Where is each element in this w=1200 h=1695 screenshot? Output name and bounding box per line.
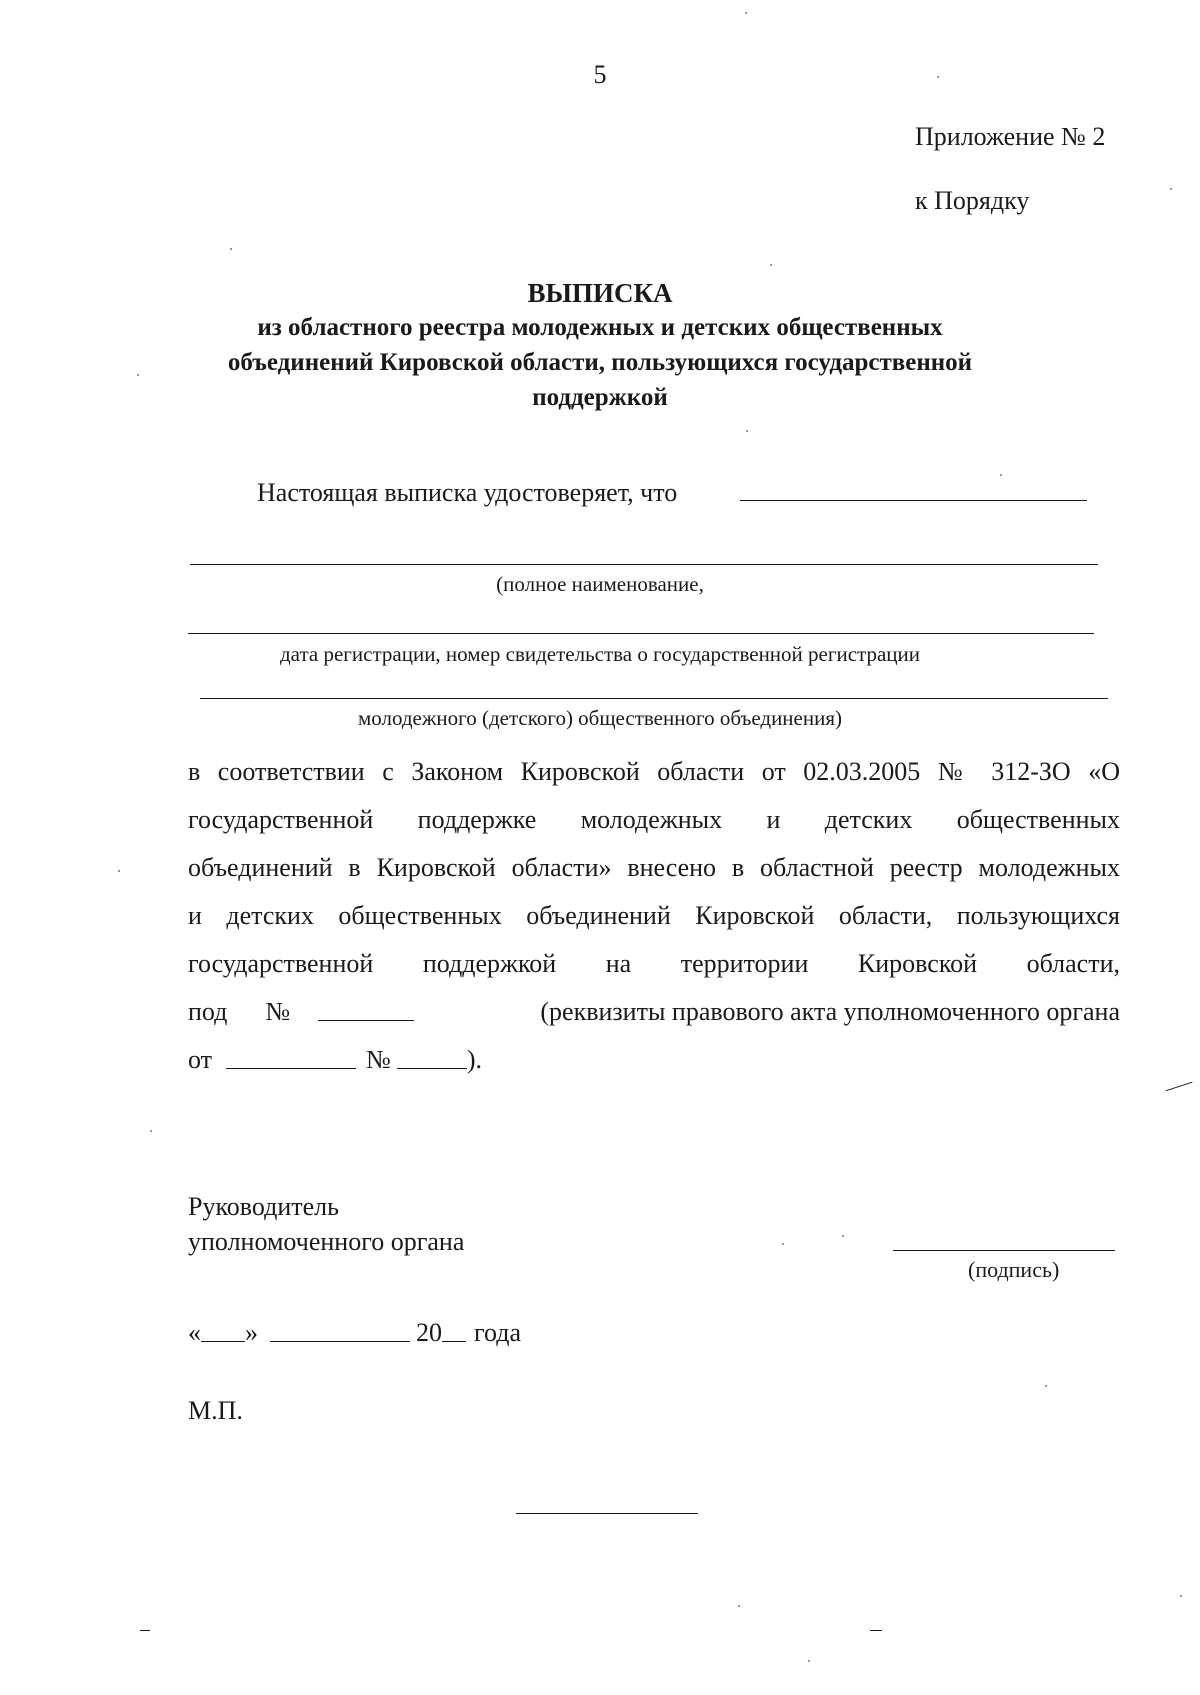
registry-number-blank[interactable] <box>318 1020 414 1021</box>
from-label: от <box>188 1045 213 1074</box>
number-sign: № <box>265 997 291 1026</box>
association-blank[interactable] <box>200 698 1108 699</box>
order-reference: к Порядку <box>915 186 1030 215</box>
scan-speck <box>230 248 232 250</box>
body-paragraph-line: в соответствии с Законом Кировской области от 02.03.2005 № 312-ЗО «О <box>188 757 1120 786</box>
scan-dash <box>140 1630 150 1631</box>
registration-blank[interactable] <box>188 633 1094 634</box>
body-paragraph-line: государственной поддержкой на территории Кировской области, <box>188 949 1120 978</box>
open-quote: « <box>188 1318 201 1347</box>
document-subtitle-line: поддержкой <box>532 384 668 411</box>
scan-speck <box>150 1130 152 1132</box>
year-prefix: 20 <box>416 1318 442 1347</box>
signatory-title: уполномоченного органа <box>188 1227 465 1256</box>
organization-name-blank[interactable] <box>740 500 1087 501</box>
document-subtitle-line: из областного реестра молодежных и детских общественных <box>257 314 943 341</box>
scan-dash <box>1166 1082 1193 1092</box>
full-name-blank[interactable] <box>190 564 1098 565</box>
scan-speck <box>745 12 747 14</box>
day-blank[interactable] <box>201 1341 245 1342</box>
signature-hint: (подпись) <box>968 1257 1060 1282</box>
act-number-blank[interactable] <box>397 1068 467 1069</box>
number-sign: № <box>366 1045 391 1074</box>
month-blank[interactable] <box>270 1341 410 1342</box>
under-number-row <box>188 997 1120 1027</box>
scan-speck <box>1045 1385 1047 1387</box>
scan-speck <box>738 1605 740 1607</box>
scan-speck <box>842 1235 844 1237</box>
scan-speck <box>770 264 772 266</box>
certifies-text: Настоящая выписка удостоверяет, что <box>257 478 678 507</box>
scan-speck <box>937 76 939 78</box>
full-name-hint: (полное наименование, <box>496 572 704 596</box>
scan-speck <box>118 870 120 872</box>
body-paragraph-line: и детских общественных объединений Кировской области, пользующихся <box>188 901 1120 930</box>
page-number: 5 <box>593 60 607 89</box>
scan-speck <box>746 430 748 432</box>
signature-blank[interactable] <box>893 1250 1115 1251</box>
body-paragraph-line: объединений в Кировской области» внесено в областной реестр молодежных <box>188 853 1120 882</box>
stamp-place: М.П. <box>188 1396 243 1425</box>
year-blank[interactable] <box>442 1341 466 1342</box>
closing-paren: ). <box>466 1045 483 1074</box>
year-suffix: года <box>474 1318 522 1347</box>
document-title: ВЫПИСКА <box>527 278 673 308</box>
scan-speck <box>1000 474 1002 476</box>
scan-speck <box>808 1660 810 1662</box>
scan-speck <box>782 1243 784 1245</box>
act-date-blank[interactable] <box>226 1068 356 1069</box>
body-paragraph-line: государственной поддержке молодежных и детских общественных <box>188 805 1120 834</box>
association-hint: молодежного (детского) общественного объединения) <box>357 706 842 730</box>
end-divider <box>516 1513 698 1514</box>
close-quote: » <box>245 1318 258 1347</box>
registration-hint: дата регистрации, номер свидетельства о государственной регистрации <box>280 642 920 666</box>
scan-speck <box>137 374 139 376</box>
scan-dash <box>870 1630 882 1631</box>
from-row <box>188 1045 482 1075</box>
legal-act-details-text: (реквизиты правового акта уполномоченного органа <box>540 997 1120 1026</box>
date-row <box>188 1318 521 1348</box>
scan-speck <box>1180 1595 1182 1597</box>
scan-speck <box>1170 188 1172 190</box>
document-subtitle-line: объединений Кировской области, пользующихся государственной <box>227 349 973 376</box>
appendix-label: Приложение № 2 <box>915 122 1106 151</box>
under-label: под <box>188 997 228 1026</box>
signatory-title: Руководитель <box>188 1192 339 1221</box>
